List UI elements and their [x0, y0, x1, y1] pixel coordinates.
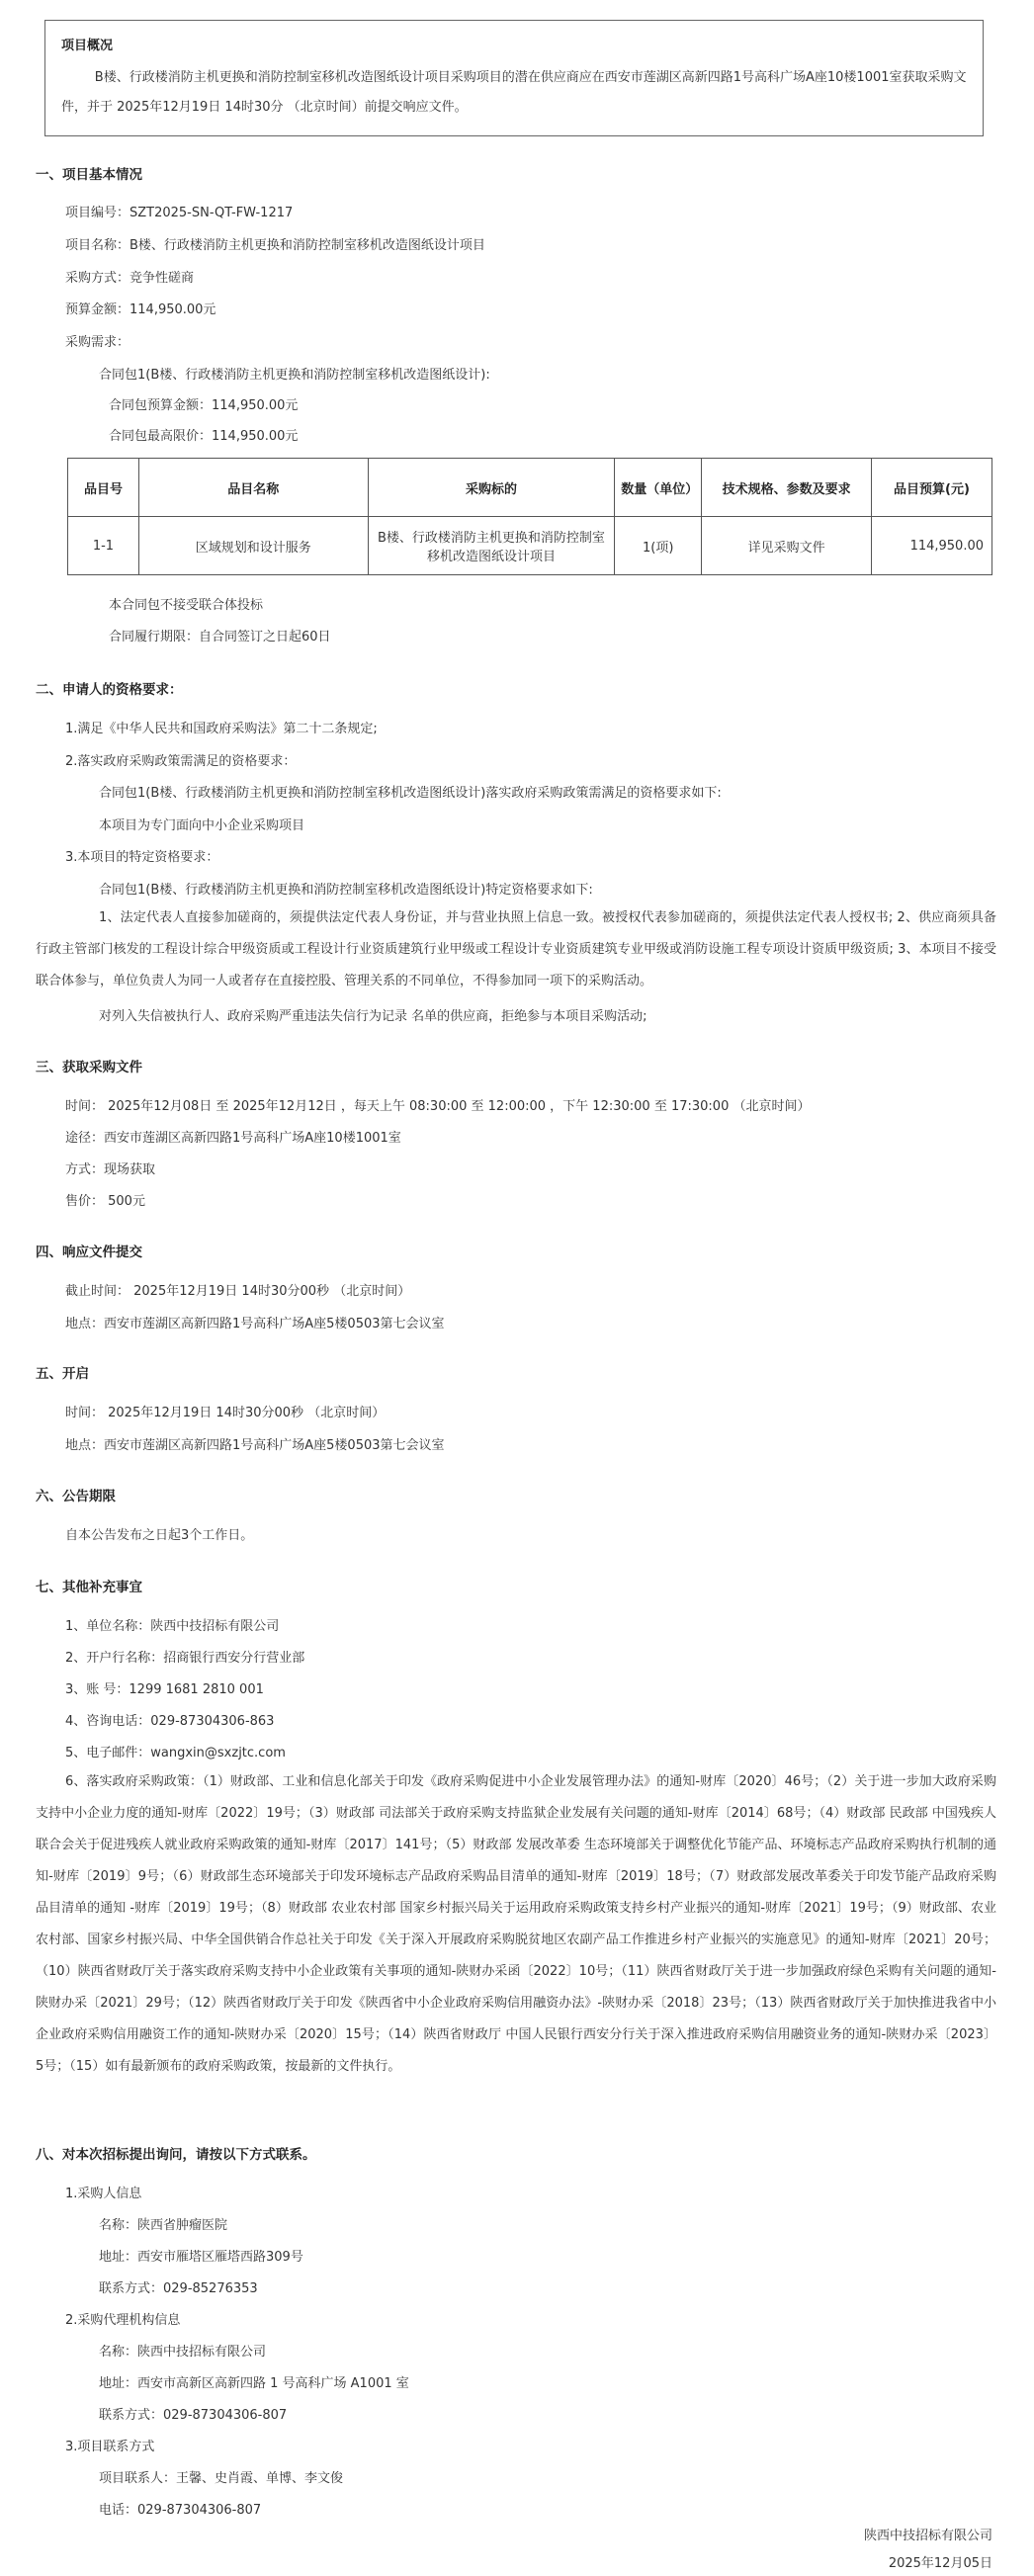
section-1-heading: 一、项目基本情况 [36, 167, 142, 183]
table-header-cell: 品目名称 [138, 459, 368, 517]
signature-company: 陕西中技招标有限公司 [863, 2529, 992, 2543]
project-overview-box [44, 20, 984, 136]
signature-date: 2025年12月05日 [888, 2556, 992, 2571]
supplement-3: 3、账 号：1299 1681 2810 001 [65, 1682, 264, 1697]
contract-package: 合同包1(B楼、行政楼消防主机更换和消防控制室移机改造图纸设计): [99, 368, 490, 383]
obtain-price: 售价： 500元 [65, 1194, 145, 1209]
table-header-row [68, 459, 992, 517]
requirement-1: 1.满足《中华人民共和国政府采购法》第二十二条规定; [65, 722, 378, 736]
buyer-phone: 联系方式：029-85276353 [99, 2281, 258, 2296]
supplement-6-policies: 6、落实政府采购政策：（1）财政部、工业和信息化部关于印发《政府采购促进中小企业发展管理办法》的通知-财库〔2020〕46号；（2）关于进一步加大政府采购支持中小企业力度的通知-财库〔2022〕19号；（3）财政部 司法部关于政府采购支持监狱企业发展有关问题的通知-财库〔2014〕68号；（4）财政部 民政部 中国残疾人联合会关于促进残疾人就业政府采购政策的通知-财库〔2017〕141号；（5）财政部 发展改革委 生态环境部关于调整优化节能产品、环境标志产品政府采购执行机制的通知-财库〔2019〕9号；（6）财政部生态环境部关于印发环境标志产品政府采购品目清单的通知-财库〔2019〕18号；（7）财政部发展改革委关于印发节能产品政府采购品目清单的通知 -财库〔2019〕19号；（8）财政部 农业农村部 国家乡村振兴局关于运用政府采购政策支持乡村产业振兴的通知-财库〔2021〕19号；（9）财政部、农业农村部、国家乡村振兴局、中华全国供销合作总社关于印发《关于深入开展政府采购脱贫地区农副产品工作推进乡村产业振兴的实施意见》的通知-财库〔2021〕20号；（10）陕西省财政厅关于落实政府采购支持中小企业政策有关事项的通知-陕财办采函〔2022〕10号；（11）陕西省财政厅关于进一步加强政府绿色采购有关问题的通知-陕财办采〔2021〕29号；（12）陕西省财政厅关于印发《陕西省中小企业政府采购信用融资办法》-陕财办采〔2018〕23号；（13）陕西省财政厅关于加快推进我省中小企业政府采购信用融资工作的通知-陕财办采〔2020〕15号；（14）陕西省财政厅 中国人民银行西安分行关于深入推进政府采购信用融资业务的通知-陕财办采〔2023〕5号；（15）如有最新颁布的政府采购政策，按最新的文件执行。 [36, 1774, 996, 2074]
items-table [67, 458, 992, 575]
submit-deadline: 截止时间： 2025年12月19日 14时30分00秒 （北京时间） [65, 1284, 411, 1299]
table-header-cell: 技术规格、参数及要求 [702, 459, 872, 517]
requirement-2: 2.落实政府采购政策需满足的资格要求： [65, 754, 297, 769]
supplement-1: 1、单位名称：陕西中技招标有限公司 [65, 1619, 280, 1634]
overview-title: 项目概况 [61, 39, 114, 53]
table-cell-budget: 114,950.00 [872, 517, 992, 575]
requirement-3-package: 合同包1(B楼、行政楼消防主机更换和消防控制室移机改造图纸设计)特定资格要求如下: [99, 883, 593, 898]
section-7-heading: 七、其他补充事宜 [36, 1580, 142, 1595]
section-5-heading: 五、开启 [36, 1366, 89, 1382]
contract-period: 合同履行期限：自合同签订之日起60日 [109, 630, 331, 644]
table-header-cell: 品目预算(元) [872, 459, 992, 517]
table-header-cell: 数量（单位） [615, 459, 702, 517]
agent-address: 地址：西安市高新区高新四路 1 号高科广场 A1001 室 [99, 2376, 409, 2391]
table-header-cell: 采购标的 [368, 459, 615, 517]
package-budget: 合同包预算金额：114,950.00元 [109, 398, 299, 413]
table-cell-item-no: 1-1 [68, 517, 139, 575]
requirement-3-text: 1、法定代表人直接参加磋商的，须提供法定代表人身份证，并与营业执照上信息一致。被授权代表参加磋商的，须提供法定代表人授权书; 2、供应商须具备行政主管部门核发的工程设计综合甲级资质或工程设计行业资质建筑行业甲级或工程设计专业资质建筑专业甲级或消防设施工程专项设计资质甲级资质; 3、本项目不接受联合体参与，单位负责人为同一人或者存在直接控股、管理关系的不同单位，不得参加同一项下的采购活动。 [36, 910, 996, 988]
table-cell-item-name: 区域规划和设计服务 [138, 517, 368, 575]
requirement-3-blacklist: 对列入失信被执行人、政府采购严重违法失信行为记录 名单的供应商，拒绝参与本项目采购活动; [99, 1009, 647, 1024]
procurement-demand: 采购需求： [65, 335, 130, 350]
package-max-price: 合同包最高限价：114,950.00元 [109, 429, 299, 444]
buyer-info-title: 1.采购人信息 [65, 2187, 142, 2201]
section-3-heading: 三、获取采购文件 [36, 1060, 142, 1075]
overview-text: B楼、行政楼消防主机更换和消防控制室移机改造图纸设计项目采购项目的潜在供应商应在西安市莲湖区高新四路1号高科广场A座10楼1001室获取采购文件，并于 2025年12月19日 14时30分 （北京时间）前提交响应文件。 [61, 70, 967, 115]
supplement-4: 4、咨询电话：029-87304306-863 [65, 1714, 275, 1729]
requirement-2-package: 合同包1(B楼、行政楼消防主机更换和消防控制室移机改造图纸设计)落实政府采购政策需满足的资格要求如下: [99, 786, 722, 801]
table-cell-subject: B楼、行政楼消防主机更换和消防控制室移机改造图纸设计项目 [368, 517, 615, 575]
agent-info-title: 2.采购代理机构信息 [65, 2313, 181, 2328]
buyer-name: 名称：陕西省肿瘤医院 [99, 2218, 228, 2233]
supplement-5-email[interactable]: 5、电子邮件：wangxin@sxzjtc.com [65, 1746, 286, 1760]
section-4-heading: 四、响应文件提交 [36, 1245, 142, 1260]
table-cell-quantity: 1(项) [615, 517, 702, 575]
project-name: 项目名称：B楼、行政楼消防主机更换和消防控制室移机改造图纸设计项目 [65, 238, 485, 253]
notice-period: 自本公告发布之日起3个工作日。 [65, 1528, 254, 1543]
section-2-heading: 二、申请人的资格要求： [36, 682, 183, 698]
opening-time: 时间： 2025年12月19日 14时30分00秒 （北京时间） [65, 1406, 386, 1420]
requirement-2-text: 本项目为专门面向中小企业采购项目 [99, 818, 305, 833]
procurement-method: 采购方式：竞争性磋商 [65, 271, 195, 286]
requirement-3: 3.本项目的特定资格要求： [65, 850, 219, 865]
budget-amount: 预算金额：114,950.00元 [65, 302, 216, 317]
table-cell-spec: 详见采购文件 [702, 517, 872, 575]
submit-place: 地点：西安市莲湖区高新四路1号高科广场A座5楼0503第七会议室 [65, 1317, 445, 1331]
project-number: 项目编号：SZT2025-SN-QT-FW-1217 [65, 206, 294, 220]
no-union-note: 本合同包不接受联合体投标 [109, 598, 264, 613]
project-contact-title: 3.项目联系方式 [65, 2440, 155, 2454]
project-contact-phone: 电话：029-87304306-807 [99, 2503, 262, 2518]
buyer-address: 地址：西安市雁塔区雁塔西路309号 [99, 2250, 303, 2265]
opening-place: 地点：西安市莲湖区高新四路1号高科广场A座5楼0503第七会议室 [65, 1438, 445, 1453]
table-header-cell: 品目号 [68, 459, 139, 517]
obtain-place: 途径：西安市莲湖区高新四路1号高科广场A座10楼1001室 [65, 1131, 401, 1146]
agent-name: 名称：陕西中技招标有限公司 [99, 2345, 267, 2360]
agent-phone: 联系方式：029-87304306-807 [99, 2408, 288, 2423]
section-8-heading: 八、对本次招标提出询问，请按以下方式联系。 [36, 2147, 316, 2163]
obtain-time: 时间： 2025年12月08日 至 2025年12月12日 ，每天上午 08:30:00 至 12:00:00 ，下午 12:30:00 至 17:30:00 （北京时间） [65, 1099, 811, 1114]
supplement-2: 2、开户行名称：招商银行西安分行营业部 [65, 1651, 305, 1666]
table-row [68, 517, 992, 575]
project-contact-person: 项目联系人：王馨、史肖霞、单博、李文俊 [99, 2471, 344, 2486]
section-6-heading: 六、公告期限 [36, 1489, 116, 1504]
obtain-method: 方式：现场获取 [65, 1162, 156, 1177]
